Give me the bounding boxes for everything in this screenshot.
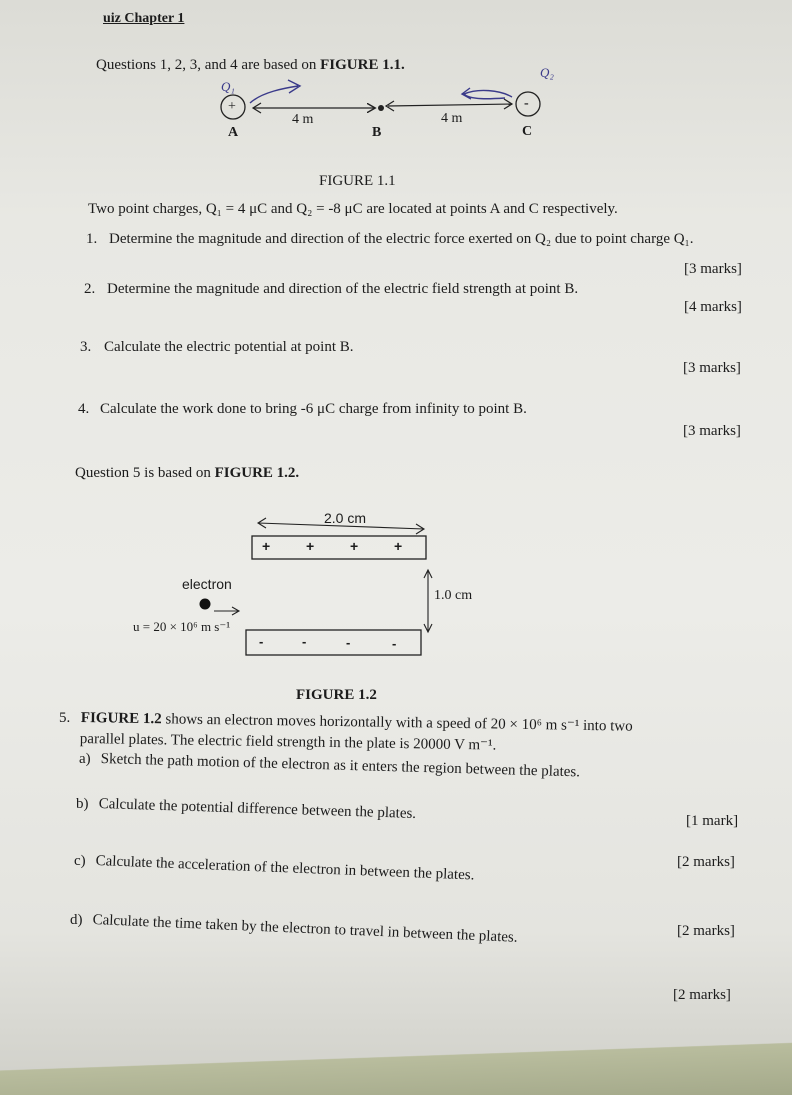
electron-label: electron [182, 576, 232, 592]
plate-width-label: 2.0 cm [324, 510, 367, 526]
quiz-title: uiz Chapter 1 [103, 11, 185, 26]
intro-figure-1-ref: FIGURE 1.1. [320, 57, 405, 73]
question-5b-label: b) [76, 796, 89, 812]
intro-figure-2-text: Question 5 is based on [75, 465, 215, 481]
question-5c-marks: [2 marks] [677, 854, 735, 870]
figure-1-2-caption: FIGURE 1.2 [296, 687, 377, 703]
question-4-text: Calculate the work done to bring -6 μC charge from infinity to point B. [100, 401, 527, 417]
electron-speed-label: u = 20 × 10⁶ m s⁻¹ [133, 619, 231, 634]
question-5c-text: Calculate the acceleration of the electron in between the plates. [95, 852, 475, 884]
question-3-marks: [3 marks] [683, 360, 741, 376]
question-1-marks: [3 marks] [684, 261, 742, 277]
table-surface [0, 1035, 792, 1095]
question-2-marks: [4 marks] [684, 299, 742, 315]
question-3-text: Calculate the electric potential at point B. [104, 339, 354, 355]
minus-sign: - [346, 635, 351, 650]
question-5c-label: c) [74, 853, 86, 869]
question-5-number: 5. [59, 710, 71, 726]
question-5-line-2: parallel plates. The electric field strength in the plate is 20000 V m⁻¹. [79, 730, 497, 754]
question-5a-label: a) [79, 751, 91, 767]
charge-a-sign: + [228, 99, 236, 114]
problem-statement: Two point charges, Q₁ = 4 μC and Q₂ = -8 μC are located at points A and C respectively. [88, 201, 618, 217]
separation-label: 1.0 cm [434, 588, 473, 603]
question-3-number: 3. [80, 339, 92, 355]
question-5d-label: d) [70, 912, 83, 928]
minus-sign: - [392, 636, 397, 651]
charge-c-sign: - [524, 96, 529, 111]
intro-figure-2-ref: FIGURE 1.2. [214, 465, 300, 481]
label-b: B [372, 125, 382, 140]
electron-dot [200, 599, 211, 610]
handwritten-q1: Q₁ [221, 79, 235, 94]
dist-ab-label: 4 m [292, 112, 314, 127]
question-5d-text: Calculate the time taken by the electron to travel in between the plates. [92, 911, 518, 946]
figure-1-1-caption: FIGURE 1.1 [319, 173, 396, 189]
question-5-line-1-text: shows an electron moves horizontally with a speed of 20 × 10⁶ m s⁻¹ into two [161, 711, 633, 735]
question-5-figure-ref: FIGURE 1.2 [80, 709, 162, 728]
question-5b-marks: [1 mark] [686, 813, 739, 829]
question-4-marks: [3 marks] [683, 423, 741, 439]
plus-sign: + [306, 538, 315, 554]
question-1-text: Determine the magnitude and direction of the electric force exerted on Q₂ due to point charge Q₁. [109, 231, 694, 247]
question-4-number: 4. [78, 401, 90, 417]
question-2-number: 2. [84, 281, 96, 297]
minus-sign: - [259, 634, 264, 649]
plus-sign: + [350, 538, 359, 554]
handwritten-q2: Q₂ [540, 65, 554, 80]
question-1-number: 1. [86, 231, 98, 247]
question-5d-marks: [2 marks] [677, 923, 735, 939]
question-5-final-marks: [2 marks] [673, 987, 731, 1003]
question-2-text: Determine the magnitude and direction of the electric field strength at point B. [107, 281, 579, 297]
question-5a-text: Sketch the path motion of the electron as it enters the region between the plates. [100, 750, 581, 781]
dist-bc-label: 4 m [441, 111, 463, 126]
label-c: C [522, 124, 533, 139]
plus-sign: + [394, 538, 403, 554]
plus-sign: + [262, 538, 271, 554]
intro-figure-1-text: Questions 1, 2, 3, and 4 are based on [96, 57, 321, 73]
question-5b-text: Calculate the potential difference between the plates. [98, 795, 417, 822]
label-a: A [228, 125, 239, 140]
minus-sign: - [302, 634, 307, 649]
